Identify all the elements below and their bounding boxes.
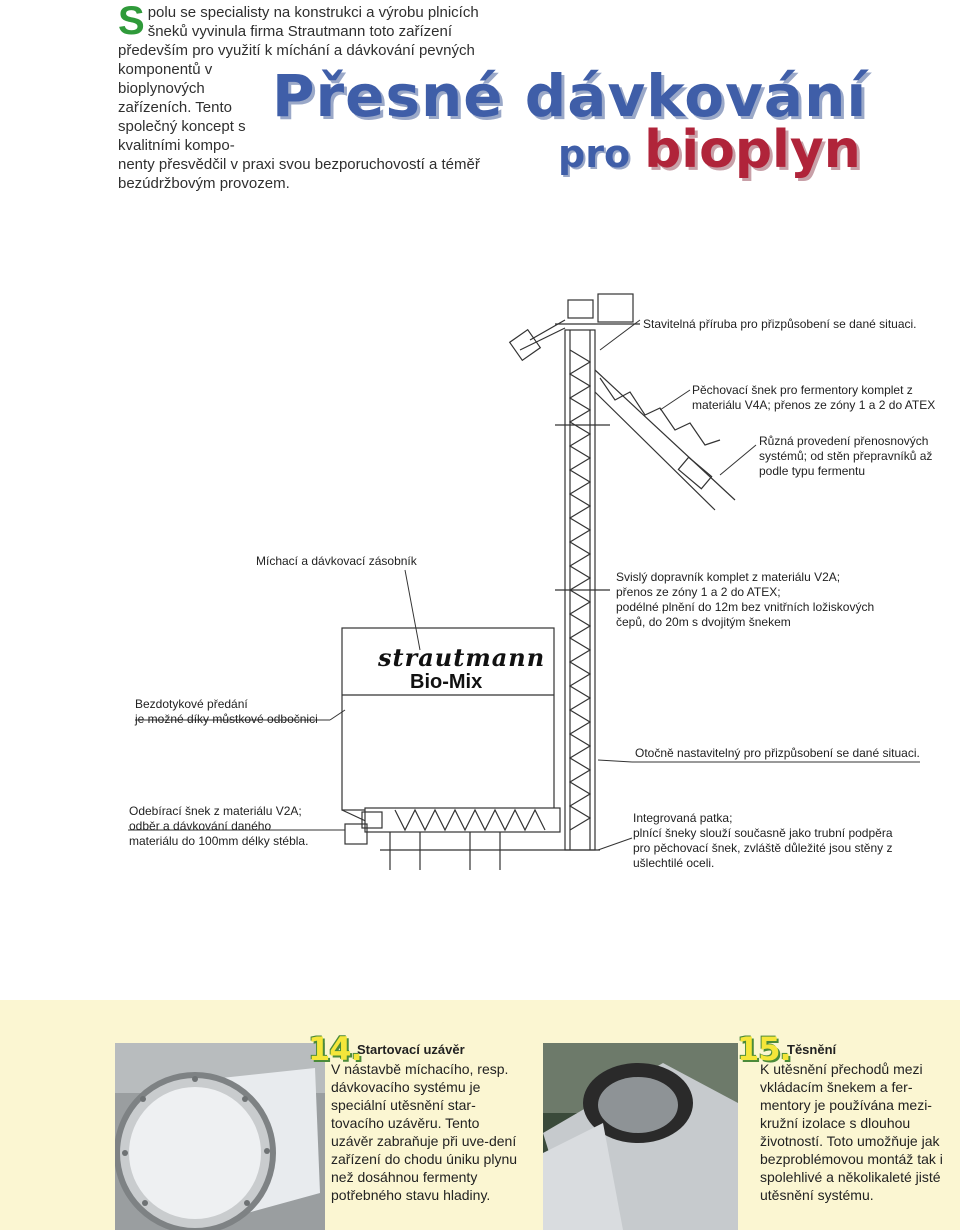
section-number: 15. [737,1030,791,1068]
headline-bioplyn: bioplyn [644,120,861,180]
machine-diagram [0,290,960,880]
label-rotatable: Otočně nastavitelný pro přizpůsobení se dané situaci. [635,746,920,760]
intro-line: bioplynových [118,80,205,97]
intro-line: nenty přesvědčil v praxi svou bezporuchovostí a téměř [118,156,480,173]
label-contactless [135,697,318,727]
label-extraction [129,804,308,849]
intro-line: bezúdržbovým provozem. [118,175,290,192]
photo-start-valve-image [115,1043,325,1230]
headline-title: Přesné dávkování [272,62,868,130]
label-variants-line: Různá provedení přenosnových [759,434,929,448]
intro-line: šneků vyvinula firma Strautmann toto zařízení [147,23,452,40]
label-extraction-line: Odebírací šnek z materiálu V2A; [129,804,302,818]
photo-start-valve [115,1043,325,1230]
intro-line: polu se specialisty na konstrukci a výrobu plnicích [147,4,479,21]
intro-line: především pro využití k míchání a dávkování pevných [118,42,475,59]
label-vertical-line: přenos ze zóny 1 a 2 do ATEX; [616,585,781,599]
label-variants-line: podle typu fermentu [759,464,866,478]
label-foot-line: plnící šneky slouží současně jako trubní podpěra [633,826,893,840]
section-number: 14. [308,1030,362,1068]
label-variants [759,434,932,479]
label-vertical-line: Svislý dopravník komplet z materiálu V2A; [616,570,841,584]
intro-line: kvalitními kompo- [118,137,235,154]
label-feeder [692,383,935,413]
label-contactless-line: je možné díky můstkové odbočnici [135,712,318,726]
section-text: V nástavbě míchacího, resp. dávkovacího systému je speciální utěsnění star-tovacího uzávěru. Tento uzávěr zabraňuje při uve-dení zařízení do chodu úniku plynu než dosáhnou fermenty potřebného stavu hladiny. [331,1061,518,1203]
label-flange: Stavitelná příruba pro přizpůsobení se dané situaci. [643,317,917,331]
section-title: Startovací uzávěr [357,1042,465,1057]
section-text: K utěsnění přechodů mezi vkládacím šnekem a fer-mentory je používána mezi-kružní izolace s dlouhou životností. Toto umožňuje jak bezproblémovou montáž tak i spolehlivé a několikaleté jisté utěsnění systému. [760,1061,943,1203]
intro-line: společný koncept s [118,118,246,135]
photo-seal-image [543,1043,738,1230]
label-vertical-line: podélné plnění do 12m bez vnitřních ložiskových [616,600,875,614]
label-feeder-line: Pěchovací šnek pro fermentory komplet z [692,383,913,397]
label-hopper: Míchací a dávkovací zásobník [256,554,417,568]
label-foot-line: ušlechtilé oceli. [633,856,715,870]
label-vertical-line: čepů, do 20m s dvojitým šnekem [616,615,791,629]
label-contactless-line: Bezdotykové předání [135,697,248,711]
section-title: Těsnění [787,1042,837,1057]
headline-pro: pro [558,132,631,176]
product-name: Bio-Mix [410,671,483,693]
label-variants-line: systémů; od stěn přepravníků až [759,449,933,463]
label-extraction-line: odběr a dávkování daného [129,819,272,833]
headline-subtitle [558,120,861,180]
intro-line: komponentů v [118,61,213,78]
photo-seal [543,1043,738,1230]
label-extraction-line: materiálu do 100mm délky stébla. [129,834,309,848]
brand-logo: strautmann [378,643,546,672]
drop-cap: S [118,0,145,43]
feature-section [0,1000,960,1230]
label-foot-line: Integrovaná patka; [633,811,733,825]
label-vertical [616,570,874,630]
label-feeder-line: materiálu V4A; přenos ze zóny 1 a 2 do ATEX [692,398,936,412]
intro-line: zařízeních. Tento [118,99,232,116]
label-foot [633,811,893,871]
label-foot-line: pro pěchovací šnek, zvláště důležité jsou stěny z [633,841,893,855]
